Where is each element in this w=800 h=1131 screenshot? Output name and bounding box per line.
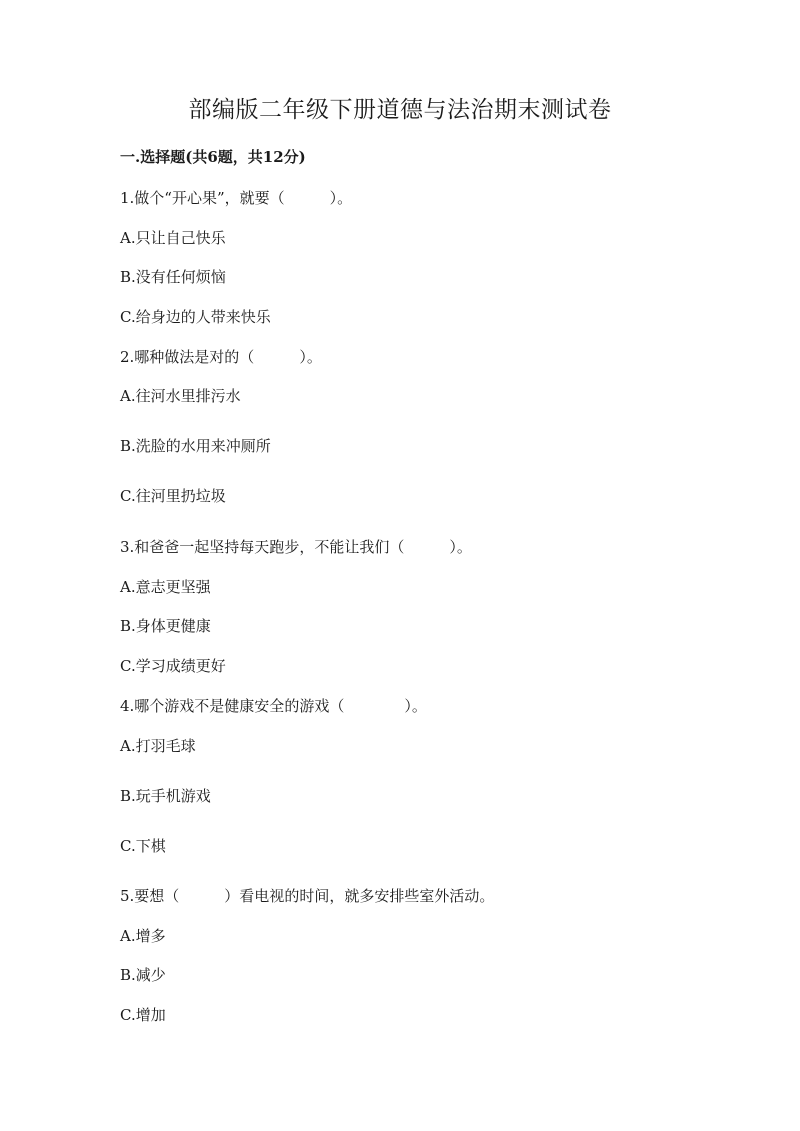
question-5-option-c: C.增加 bbox=[120, 1006, 166, 1024]
question-4-option-b: B.玩手机游戏 bbox=[120, 787, 211, 805]
question-3-option-b: B.身体更健康 bbox=[120, 617, 211, 635]
question-3-stem: 3.和爸爸一起坚持每天跑步，不能让我们（ ）。 bbox=[120, 538, 472, 556]
question-3-option-c: C.学习成绩更好 bbox=[120, 657, 226, 675]
question-4-option-a: A.打羽毛球 bbox=[120, 737, 196, 755]
page-title: 部编版二年级下册道德与法治期末测试卷 bbox=[188, 97, 612, 123]
question-1-stem: 1.做个“开心果”，就要（ ）。 bbox=[120, 189, 353, 207]
section-heading: 一.选择题(共6题，共12分) bbox=[120, 148, 306, 166]
question-3-option-a: A.意志更坚强 bbox=[120, 578, 211, 596]
question-4-stem: 4.哪个游戏不是健康安全的游戏（ ）。 bbox=[120, 697, 427, 715]
question-1-option-b: B.没有任何烦恼 bbox=[120, 268, 226, 286]
question-5-stem: 5.要想（ ）看电视的时间，就多安排些室外活动。 bbox=[120, 887, 495, 905]
question-1-option-a: A.只让自己快乐 bbox=[120, 229, 226, 247]
question-2-option-c: C.往河里扔垃圾 bbox=[120, 487, 226, 505]
question-4-option-c: C.下棋 bbox=[120, 837, 166, 855]
question-5-option-a: A.增多 bbox=[120, 927, 166, 945]
question-2-option-a: A.往河水里排污水 bbox=[120, 387, 241, 405]
question-5-option-b: B.减少 bbox=[120, 966, 166, 984]
question-2-option-b: B.洗脸的水用来冲厕所 bbox=[120, 437, 271, 455]
question-2-stem: 2.哪种做法是对的（ ）。 bbox=[120, 348, 322, 366]
question-1-option-c: C.给身边的人带来快乐 bbox=[120, 308, 271, 326]
